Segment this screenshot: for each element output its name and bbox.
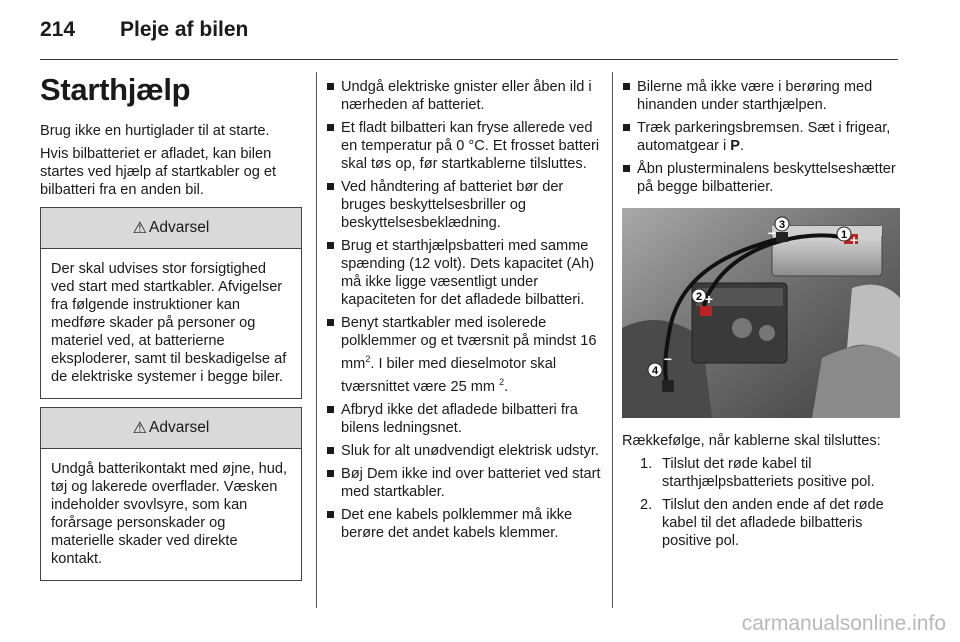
list-item: Brug et starthjælpsbatteri med samme spænding (12 volt). Dets kapacitet (Ah) må ikke ligge væsentligt under kapaciteten for det afladede bilbatteri.: [326, 237, 602, 309]
column-3: [622, 78, 900, 555]
bullet-square-icon: [623, 83, 630, 90]
bullet-square-icon: [327, 124, 334, 131]
steps-list: [622, 455, 900, 550]
callout-1: 1: [840, 229, 848, 241]
warning-text: Der skal udvises stor forsigtighed ved start med startkabler. Afvigelser fra følgende instruktioner kan medføre skader på personer og materiel ved, at batterierne eksploderer, samt til beskadigelse af de elektriske systemer i begge biler.: [51, 261, 287, 385]
intro-paragraph: Hvis bilbatteriet er afladet, kan bilen startes ved hjælp af startkabler og et bilbatteri fra en anden bil.: [40, 146, 277, 198]
page-number: 214: [40, 18, 76, 41]
steps-intro: Rækkefølge, når kablerne skal tilsluttes:: [622, 433, 881, 449]
warning-header: [41, 408, 301, 449]
warning-title: Advarsel: [149, 419, 210, 436]
warning-box: [40, 207, 302, 399]
list-item: Sluk for alt unødvendigt elektrisk udstyr.: [326, 442, 602, 460]
bullet-square-icon: [327, 183, 334, 190]
bullet-square-icon: [327, 406, 334, 413]
bullet-square-icon: [327, 319, 334, 326]
list-item: Åbn plusterminalens beskyttelseshætter på begge bilbatterier.: [622, 160, 900, 196]
list-item: Træk parkeringsbremsen. Sæt i frigear, automatgear i P.: [622, 119, 900, 155]
chapter-title: Pleje af bilen: [120, 18, 249, 41]
plus-sign: +: [849, 232, 859, 248]
column-divider: [612, 72, 613, 608]
precautions-list: [326, 78, 602, 542]
warning-box: [40, 407, 302, 581]
jump-start-figure: [622, 208, 900, 418]
plus-sign: +: [704, 291, 714, 307]
watermark: carmanualsonline.info: [741, 612, 946, 635]
bullet-square-icon: [327, 511, 334, 518]
preparation-list: [622, 78, 900, 196]
warning-icon: ⚠: [132, 220, 148, 237]
list-item: Benyt startkabler med isolerede polklemmer og et tværsnit på mindst 16 $mm^2$. I biler med dieselmotor skal tværsnittet være 25 mm $^2$.: [326, 314, 602, 396]
bullet-square-icon: [623, 124, 630, 131]
minus-sign: −: [663, 351, 673, 367]
callout-4: 4: [651, 365, 659, 377]
list-item: 2. Tilslut den anden ende af det røde kabel til det afladede bilbatteris positive pol.: [640, 497, 884, 549]
list-item: Ved håndtering af batteriet bør der bruges beskyttelsesbriller og beskyttelsesbeklædning.: [326, 178, 602, 232]
list-item: Bøj Dem ikke ind over batteriet ved start med startkabler.: [326, 465, 602, 501]
warning-header: [41, 208, 301, 249]
section-title: Starthjælp: [40, 72, 191, 107]
page-header: [40, 18, 248, 42]
intro-paragraph: Brug ikke en hurtiglader til at starte.: [40, 123, 270, 139]
minus-sign: −: [767, 225, 777, 241]
warning-icon: ⚠: [132, 420, 148, 437]
column-divider: [316, 72, 317, 608]
bullet-square-icon: [327, 83, 334, 90]
list-item: Det ene kabels polklemmer må ikke berøre det andet kabels klemmer.: [326, 506, 602, 542]
header-rule: [40, 59, 898, 60]
callout-2: 2: [695, 291, 703, 303]
bullet-square-icon: [623, 165, 630, 172]
callout-3: 3: [778, 219, 786, 231]
warning-title: Advarsel: [149, 219, 210, 236]
battery-illustration: [622, 208, 900, 418]
list-item: Afbryd ikke det afladede bilbatteri fra bilens ledningsnet.: [326, 401, 602, 437]
list-item: Undgå elektriske gnister eller åben ild i nærheden af batteriet.: [326, 78, 602, 114]
bullet-square-icon: [327, 470, 334, 477]
column-2: [326, 78, 602, 547]
list-item: Bilerne må ikke være i berøring med hinanden under starthjælpen.: [622, 78, 900, 114]
bullet-square-icon: [327, 242, 334, 249]
bullet-square-icon: [327, 447, 334, 454]
list-item: 1. Tilslut det røde kabel til starthjælpsbatteriets positive pol.: [640, 456, 875, 490]
column-1: [40, 72, 302, 589]
warning-text: Undgå batterikontakt med øjne, hud, tøj og lakerede overflader. Væsken indeholder svovlsyre, som kan forårsage personskader og materielle skader ved direkte kontakt.: [51, 461, 288, 567]
list-item: Et fladt bilbatteri kan fryse allerede ved en temperatur på 0 °C. Et frosset batteri skal tøs op, før startkablerne tilsluttes.: [326, 119, 602, 173]
